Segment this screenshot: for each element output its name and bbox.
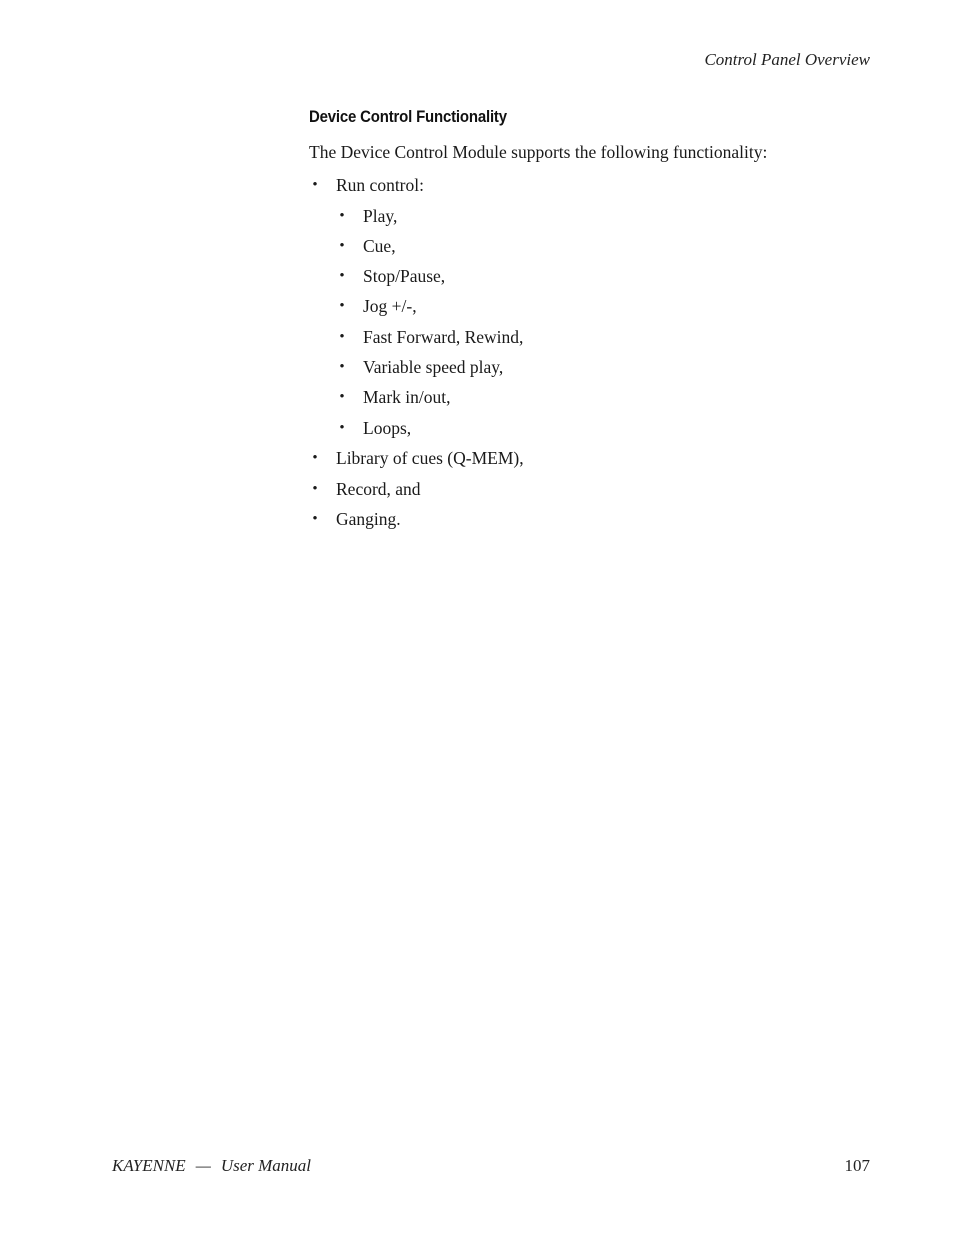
bullet-icon: • <box>312 177 318 193</box>
sub-list-item-label: Loops, <box>363 417 412 438</box>
list-item-library-of-cues <box>309 446 889 470</box>
footer-separator: — <box>195 1156 211 1175</box>
sub-list-item <box>336 234 889 258</box>
list-item-run-control <box>309 173 889 440</box>
sub-list-item <box>336 204 889 228</box>
sub-list-item-label: Mark in/out, <box>363 387 451 408</box>
functionality-list <box>309 173 889 531</box>
bullet-icon: • <box>339 328 345 345</box>
bullet-icon: • <box>312 480 318 497</box>
running-header: Control Panel Overview <box>704 50 870 69</box>
footer-doc-title: User Manual <box>220 1156 312 1175</box>
list-item-record <box>309 477 889 501</box>
sub-list-item-label: Stop/Pause, <box>363 266 446 287</box>
list-item-label: Run control: <box>336 175 424 195</box>
sub-list-item <box>336 416 889 440</box>
bullet-icon: • <box>339 358 345 375</box>
bullet-icon: • <box>339 389 345 406</box>
sub-list-item-label: Play, <box>363 205 398 226</box>
intro-paragraph: The Device Control Module supports the following functionality: <box>309 142 768 162</box>
sub-list-item <box>336 294 889 318</box>
footer-product: KAYENNE <box>112 1156 186 1175</box>
bullet-icon: • <box>339 419 345 436</box>
footer-document-title <box>112 1156 311 1176</box>
list-item-label: Record, and <box>336 478 421 499</box>
sub-list-item <box>336 355 889 379</box>
sub-list-item-label: Fast Forward, Rewind, <box>363 326 524 347</box>
run-control-sublist <box>336 204 889 440</box>
sub-list-item <box>336 264 889 288</box>
sub-list-item-label: Cue, <box>363 235 396 256</box>
list-item-label: Ganging. <box>336 509 401 530</box>
bullet-icon: • <box>339 237 345 254</box>
bullet-icon: • <box>339 207 345 224</box>
sub-list-item <box>336 385 889 409</box>
sub-list-item <box>336 325 889 349</box>
sub-list-item-label: Variable speed play, <box>363 356 504 377</box>
section-heading: Device Control Functionality <box>309 107 507 126</box>
sub-list-item-label: Jog +/-, <box>363 296 417 317</box>
bullet-icon: • <box>339 268 345 285</box>
list-item-ganging <box>309 507 889 531</box>
page-number: 107 <box>844 1156 870 1175</box>
bullet-icon: • <box>339 298 345 315</box>
bullet-icon: • <box>312 511 318 528</box>
page-content <box>309 106 889 538</box>
bullet-icon: • <box>312 450 318 467</box>
list-item-label: Library of cues (Q-MEM), <box>336 448 524 469</box>
